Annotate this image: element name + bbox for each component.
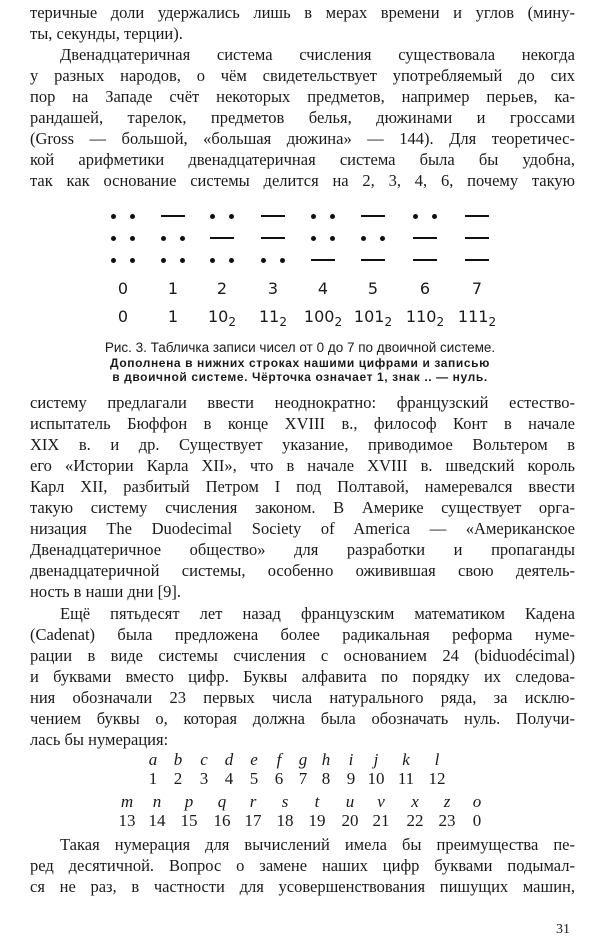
decimal-digit: 0 bbox=[117, 279, 129, 298]
dot-mark bbox=[229, 258, 234, 263]
numeral-value: 17 bbox=[244, 811, 262, 830]
page-number: 31 bbox=[556, 922, 570, 937]
dash-mark bbox=[465, 215, 489, 218]
binary-mark-column bbox=[455, 205, 499, 271]
numeral-letter: c bbox=[200, 750, 208, 769]
binary-digits: 110 bbox=[405, 307, 437, 326]
text-line: кой арифметики двенадцатеричная система была бы удобна, bbox=[30, 150, 575, 169]
dash-mark bbox=[465, 259, 489, 262]
numeral-letter: z bbox=[443, 792, 451, 811]
numeral-value: 3 bbox=[199, 769, 209, 788]
numeral-value: 7 bbox=[298, 769, 308, 788]
dot-mark bbox=[413, 214, 418, 219]
dot-mark bbox=[161, 236, 166, 241]
numeral-letter: j bbox=[373, 750, 379, 769]
decimal-digit: 1 bbox=[167, 279, 179, 298]
binary-mark-column bbox=[351, 205, 395, 271]
dash-mark bbox=[311, 259, 335, 262]
figure-caption-title: Рис. 3. Табличка записи чисел от 0 до 7 по двоичной системе. bbox=[104, 340, 496, 355]
numeral-value: 19 bbox=[308, 811, 326, 830]
numeral-letter: v bbox=[377, 792, 385, 811]
numeral-value: 22 bbox=[406, 811, 424, 830]
dash-mark bbox=[161, 215, 185, 218]
numeral-value: 10 bbox=[367, 769, 385, 788]
binary-mark-column bbox=[151, 205, 195, 271]
text-line: XIX в. и др. Существует указание, приводимое Вольтером в bbox=[30, 435, 575, 454]
paragraph-3 bbox=[30, 392, 575, 602]
dot-mark bbox=[280, 258, 285, 263]
binary-number bbox=[406, 307, 444, 327]
binary-number bbox=[458, 307, 496, 327]
text-line: теричные доли удержались лишь в мерах времени и углов (мину- bbox=[30, 3, 575, 22]
dash-mark bbox=[361, 259, 385, 262]
dot-mark bbox=[330, 214, 335, 219]
base-subscript: 2 bbox=[384, 315, 393, 329]
text-line: такую систему счисления законом. В Америке существует орга- bbox=[30, 498, 575, 517]
dot-mark bbox=[311, 236, 316, 241]
numeral-letter: d bbox=[224, 750, 234, 769]
text-line: у разных народов, о чём свидетельствует употребляемый до сих bbox=[30, 66, 575, 85]
dot-mark bbox=[130, 258, 135, 263]
binary-mark-column bbox=[301, 205, 345, 271]
dot-mark bbox=[361, 236, 366, 241]
numeral-value: 0 bbox=[472, 811, 482, 830]
dot-mark bbox=[432, 214, 437, 219]
text-line: рации в виде системы счисления с основанием 24 (biduodécimal) bbox=[30, 646, 575, 665]
text-line: чением буквы o, которая должна была обозначать нуль. Получи- bbox=[30, 709, 575, 728]
dot-mark bbox=[180, 258, 185, 263]
figure-binary-table bbox=[0, 205, 600, 335]
numeral-value: 5 bbox=[249, 769, 259, 788]
numeral-letter: g bbox=[298, 750, 308, 769]
text-line: Ещё пятьдесят лет назад французским математиком Кадена bbox=[60, 604, 575, 623]
numeral-value: 23 bbox=[438, 811, 456, 830]
numeral-letter: b bbox=[173, 750, 183, 769]
numeral-letter: e bbox=[250, 750, 258, 769]
text-line: пор на Западе счёт некоторых предметов, например перьев, ка- bbox=[30, 87, 575, 106]
dot-mark bbox=[130, 214, 135, 219]
dash-mark bbox=[413, 259, 437, 262]
numeral-value: 21 bbox=[372, 811, 390, 830]
binary-mark-column bbox=[251, 205, 295, 271]
text-line: ся не раз, в частности для усовершенствования пишущих машин, bbox=[30, 877, 575, 896]
numeral-letter: f bbox=[276, 750, 282, 769]
numeral-value: 1 bbox=[148, 769, 158, 788]
dash-mark bbox=[210, 237, 234, 240]
dot-mark bbox=[229, 214, 234, 219]
decimal-digit: 5 bbox=[367, 279, 379, 298]
dot-mark bbox=[210, 214, 215, 219]
text-line: Двенадцатеричная система счисления существовала некогда bbox=[60, 45, 575, 64]
dot-mark bbox=[380, 236, 385, 241]
binary-number bbox=[168, 307, 178, 327]
figure-caption-line: Дополнена в нижних строках нашими цифрами и записью bbox=[110, 356, 490, 370]
numeral-letter: o bbox=[472, 792, 482, 811]
figure-caption-line: в двоичной системе. Чёрточка означает 1, знак .. — нуль. bbox=[112, 370, 488, 384]
numeral-value: 9 bbox=[346, 769, 356, 788]
base-subscript: 2 bbox=[228, 315, 236, 329]
base-subscript: 2 bbox=[488, 315, 497, 329]
text-line: и буквами вместо цифр. Буквы алфавита по порядку их следова- bbox=[30, 667, 575, 686]
binary-digits: 0 bbox=[117, 307, 129, 326]
text-line: (Cadenat) была предложена более радикальная реформа нуме- bbox=[30, 625, 575, 644]
dot-mark bbox=[180, 236, 185, 241]
binary-digits: 111 bbox=[457, 307, 489, 326]
numeral-value: 4 bbox=[224, 769, 234, 788]
dot-mark bbox=[261, 258, 266, 263]
base-subscript: 2 bbox=[334, 315, 343, 329]
numeral-value: 13 bbox=[118, 811, 136, 830]
numeral-letter: k bbox=[402, 750, 410, 769]
numeral-letter: a bbox=[148, 750, 158, 769]
text-line: Двенадцатеричное общество» для разработки и пропаганды bbox=[30, 540, 575, 559]
paragraph-4 bbox=[30, 603, 575, 750]
numeral-value: 16 bbox=[213, 811, 231, 830]
numeral-letter: u bbox=[345, 792, 355, 811]
numeral-value: 18 bbox=[276, 811, 294, 830]
decimal-digit: 6 bbox=[419, 279, 431, 298]
base-subscript: 2 bbox=[279, 315, 287, 329]
numeral-value: 2 bbox=[173, 769, 183, 788]
numeral-letter: t bbox=[314, 792, 320, 811]
numeral-value: 12 bbox=[428, 769, 446, 788]
numeral-letter: s bbox=[281, 792, 289, 811]
dot-mark bbox=[210, 258, 215, 263]
numeral-letter: i bbox=[348, 750, 354, 769]
numeral-value: 8 bbox=[321, 769, 331, 788]
text-line: систему предлагали ввести неоднократно: французский естество- bbox=[30, 393, 575, 412]
binary-number bbox=[304, 307, 342, 327]
decimal-digit: 3 bbox=[267, 279, 279, 298]
binary-mark-column bbox=[403, 205, 447, 271]
paragraph-2 bbox=[30, 44, 575, 191]
binary-digits: 100 bbox=[303, 307, 335, 326]
binary-mark-column bbox=[101, 205, 145, 271]
text-line: ность в наши дни [9]. bbox=[30, 582, 181, 601]
text-line: рандашей, тарелок, предметов белья, дюжинами и гроссами bbox=[30, 108, 575, 127]
dash-mark bbox=[261, 237, 285, 240]
decimal-digit: 2 bbox=[216, 279, 228, 298]
numeral-letter: r bbox=[249, 792, 257, 811]
numeral-value: 11 bbox=[397, 769, 415, 788]
text-line: его «Истории Карла XII», что в начале XVIII в. шведский король bbox=[30, 456, 575, 475]
binary-number bbox=[208, 307, 236, 327]
numeral-letter: h bbox=[321, 750, 331, 769]
binary-digits: 1 bbox=[167, 307, 179, 326]
dot-mark bbox=[161, 258, 166, 263]
dot-mark bbox=[111, 236, 116, 241]
text-line: лась бы нумерация: bbox=[30, 730, 169, 749]
numeral-letter: q bbox=[217, 792, 227, 811]
numeral-letter: m bbox=[120, 792, 134, 811]
numeral-value: 14 bbox=[148, 811, 166, 830]
text-line: Карл XII, разбитый Петром I под Полтавой, намеревался ввести bbox=[30, 477, 575, 496]
binary-digits: 10 bbox=[208, 307, 229, 326]
binary-mark-column bbox=[200, 205, 244, 271]
text-line: двенадцатеричной системы, особенно оживившая свою деятель- bbox=[30, 561, 575, 580]
dash-mark bbox=[413, 237, 437, 240]
binary-digits: 101 bbox=[353, 307, 385, 326]
paragraph-5 bbox=[30, 834, 575, 897]
text-line: ния обозначали 23 первых числа натурального ряда, за исклю- bbox=[30, 688, 575, 707]
decimal-digit: 4 bbox=[317, 279, 329, 298]
dash-mark bbox=[465, 237, 489, 240]
binary-number bbox=[354, 307, 392, 327]
dash-mark bbox=[261, 215, 285, 218]
text-line: низация The Duodecimal Society of America — «Американское bbox=[30, 519, 575, 538]
dash-mark bbox=[361, 215, 385, 218]
dot-mark bbox=[130, 236, 135, 241]
dot-mark bbox=[111, 258, 116, 263]
numeral-letter: p bbox=[184, 792, 194, 811]
numeral-value: 20 bbox=[341, 811, 359, 830]
dot-mark bbox=[111, 214, 116, 219]
base-subscript: 2 bbox=[436, 315, 445, 329]
binary-number bbox=[118, 307, 128, 327]
binary-digits: 11 bbox=[259, 307, 280, 326]
binary-number bbox=[259, 307, 287, 327]
numeral-value: 6 bbox=[274, 769, 284, 788]
numeral-value: 15 bbox=[180, 811, 198, 830]
numeral-letter: x bbox=[411, 792, 419, 811]
text-line: Такая нумерация для вычислений имела бы преимущества пе- bbox=[60, 835, 575, 854]
text-line: ред десятичной. Вопрос о замене наших цифр буквами подымал- bbox=[30, 856, 575, 875]
decimal-digit: 7 bbox=[471, 279, 483, 298]
dot-mark bbox=[330, 236, 335, 241]
dot-mark bbox=[311, 214, 316, 219]
text-line: так как основание системы делится на 2, 3, 4, 6, почему такую bbox=[30, 171, 575, 190]
numeral-letter: l bbox=[434, 750, 440, 769]
numeral-letter: n bbox=[152, 792, 162, 811]
text-line: испытатель Бюффон в конце XVIII в., философ Конт в начале bbox=[30, 414, 575, 433]
paragraph-1 bbox=[30, 2, 575, 44]
text-line: (Gross — большой, «большая дюжина» — 144). Для теоретичес- bbox=[30, 129, 575, 148]
text-line: ты, секунды, терции). bbox=[30, 24, 183, 43]
